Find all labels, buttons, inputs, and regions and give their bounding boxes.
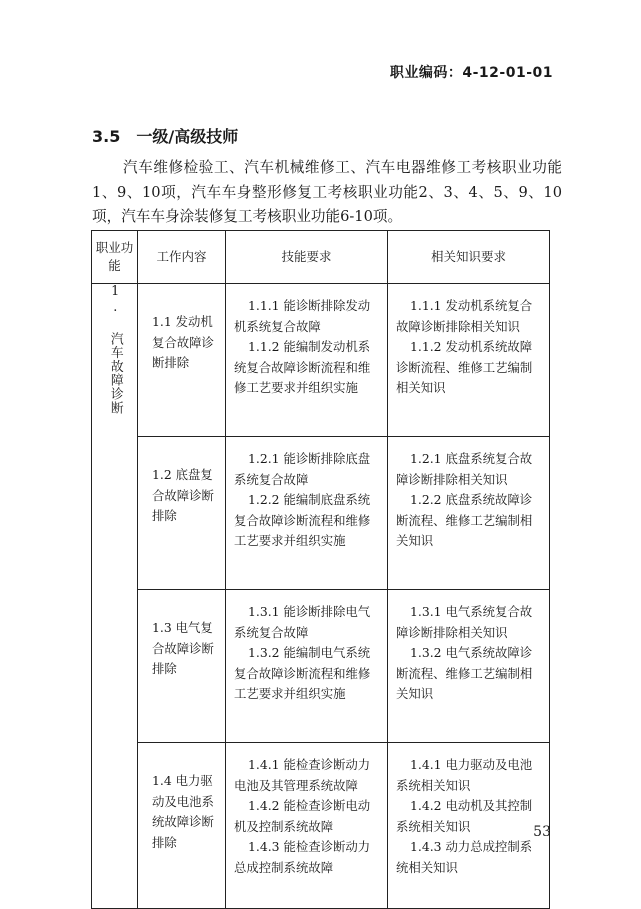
knowledge-item: 1.4.1 电力驱动及电池系统相关知识 — [396, 757, 533, 793]
knowledge-cell — [388, 743, 550, 909]
skill-item: 1.4.3 能检查诊断动力总成控制系统故障 — [234, 839, 371, 875]
function-name: 1. 汽车故障诊断 — [107, 284, 123, 415]
work-content: 1.1 发动机复合故障诊断排除 — [152, 314, 214, 370]
work-content-cell — [138, 284, 226, 437]
table-row — [92, 284, 550, 437]
work-content: 1.4 电力驱动及电池系统故障诊断排除 — [152, 773, 214, 850]
knowledge-item: 1.1.2 发动机系统故障诊断流程、维修工艺编制相关知识 — [396, 339, 533, 395]
table-row — [92, 437, 550, 590]
knowledge-item: 1.3.1 电气系统复合故障诊断排除相关知识 — [396, 604, 533, 640]
knowledge-cell — [388, 437, 550, 590]
header-function: 职业功能 — [92, 231, 138, 284]
work-content: 1.3 电气复合故障诊断排除 — [152, 620, 214, 676]
knowledge-item: 1.3.2 电气系统故障诊断流程、维修工艺编制相关知识 — [396, 645, 533, 701]
skill-cell — [226, 284, 388, 437]
knowledge-item: 1.2.2 底盘系统故障诊断流程、维修工艺编制相关知识 — [396, 492, 533, 548]
work-content: 1.2 底盘复合故障诊断排除 — [152, 467, 214, 523]
table-header-row — [92, 231, 550, 284]
header-skill: 技能要求 — [226, 231, 388, 284]
skill-item: 1.1.1 能诊断排除发动机系统复合故障 — [234, 298, 371, 334]
skill-cell — [226, 743, 388, 909]
knowledge-item: 1.4.3 动力总成控制系统相关知识 — [396, 839, 533, 875]
function-cell — [92, 284, 138, 909]
skill-item: 1.4.2 能检查诊断电动机及控制系统故障 — [234, 798, 371, 834]
skill-cell — [226, 437, 388, 590]
skill-item: 1.2.1 能诊断排除底盘系统复合故障 — [234, 451, 371, 487]
header-knowledge: 相关知识要求 — [388, 231, 550, 284]
work-content-cell — [138, 437, 226, 590]
work-content-cell — [138, 743, 226, 909]
occupation-code: 职业编码：4-12-01-01 — [389, 65, 553, 81]
page-number: 53 — [533, 824, 551, 840]
knowledge-item: 1.4.2 电动机及其控制系统相关知识 — [396, 798, 533, 834]
skill-item: 1.4.1 能检查诊断动力电池及其管理系统故障 — [234, 757, 371, 793]
skill-item: 1.3.2 能编制电气系统复合故障诊断流程和维修工艺要求并组织实施 — [234, 645, 371, 701]
knowledge-cell — [388, 590, 550, 743]
table-row — [92, 590, 550, 743]
skill-item: 1.2.2 能编制底盘系统复合故障诊断流程和维修工艺要求并组织实施 — [234, 492, 371, 548]
skill-item: 1.3.1 能诊断排除电气系统复合故障 — [234, 604, 371, 640]
knowledge-item: 1.2.1 底盘系统复合故障诊断排除相关知识 — [396, 451, 533, 487]
section-intro: 汽车维修检验工、汽车机械维修工、汽车电器维修工考核职业功能1、9、10项，汽车车身整形修复工考核职业功能2、3、4、5、9、10项，汽车车身涂装修复工考核职业功能6-10项。 — [92, 159, 562, 225]
requirements-table — [91, 230, 550, 909]
work-content-cell — [138, 590, 226, 743]
skill-cell — [226, 590, 388, 743]
skill-item: 1.1.2 能编制发动机系统复合故障诊断流程和维修工艺要求并组织实施 — [234, 339, 371, 395]
header-work: 工作内容 — [138, 231, 226, 284]
knowledge-item: 1.1.1 发动机系统复合故障诊断排除相关知识 — [396, 298, 533, 334]
section-title: 3.5 一级/高级技师 — [92, 127, 239, 146]
knowledge-cell — [388, 284, 550, 437]
table-row — [92, 743, 550, 909]
